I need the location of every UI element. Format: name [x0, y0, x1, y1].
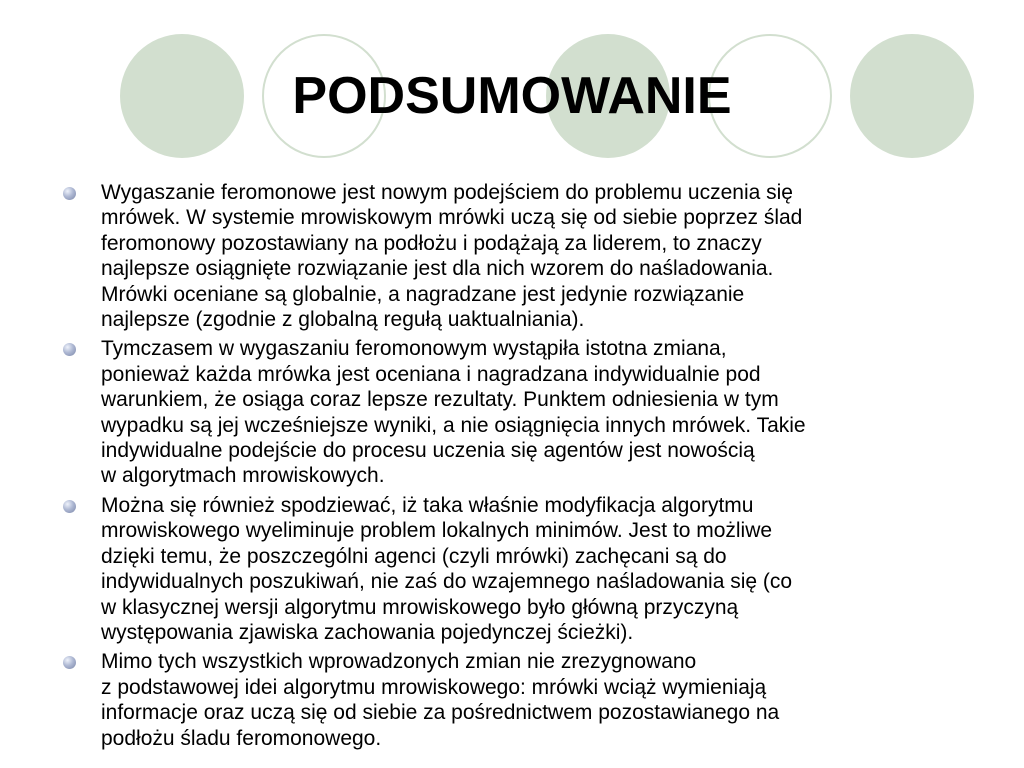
bullet-icon	[63, 187, 76, 200]
bullet-icon	[63, 343, 76, 356]
bullet-item	[62, 649, 982, 751]
slide-title: PODSUMOWANIE	[292, 67, 732, 125]
bullet-text: Tymczasem w wygaszaniu feromonowym wystąpiła istotna zmiana, ponieważ każda mrówka jest oceniana i nagradzana indywidualnie pod warunkiem, że osiąga coraz lepsze rezultaty. Punktem odniesienia w tym wypadku są jej wcześniejsze wyniki, a nie osiągnięcia innych mrówek. Takie indywidualne podejście do procesu uczenia się agentów jest nowością w algorytmach mrowiskowych.	[101, 337, 806, 488]
bullet-icon	[63, 500, 76, 513]
bullet-text: Można się również spodziewać, iż taka właśnie modyfikacja algorytmu mrowiskowego wyeliminuje problem lokalnych minimów. Jest to możliwe dzięki temu, że poszczególni agenci (czyli mrówki) zachęcani są do indywidualnych poszukiwań, nie zaś do wzajemnego naśladowania się (co w klasycznej wersji algorytmu mrowiskowego było główną przyczyną występowania zjawiska zachowania pojedynczej ścieżki).	[101, 493, 793, 644]
bullet-text: Wygaszanie feromonowe jest nowym podejściem do problemu uczenia się mrówek. W systemie mrowiskowym mrówki uczą się od siebie poprzez ślad feromonowy pozostawiany na podłożu i podążają za liderem, to znaczy najlepsze osiągnięte rozwiązanie jest dla nich wzorem do naśladowania. Mrówki oceniane są globalnie, a nagradzane jest jedynie rozwiązanie najlepsze (zgodnie z globalną regułą uaktualniania).	[101, 181, 803, 332]
bullet-item	[62, 336, 982, 488]
bullet-list	[62, 180, 982, 755]
bullet-item	[62, 180, 982, 332]
bullet-icon	[63, 656, 76, 669]
bullet-text: Mimo tych wszystkich wprowadzonych zmian nie zrezygnowano z podstawowej idei algorytmu mrowiskowego: mrówki wciąż wymieniają informacje oraz uczą się od siebie za pośrednictwem pozostawianego na podłożu śladu feromonowego.	[101, 650, 780, 750]
bullet-item	[62, 493, 982, 645]
